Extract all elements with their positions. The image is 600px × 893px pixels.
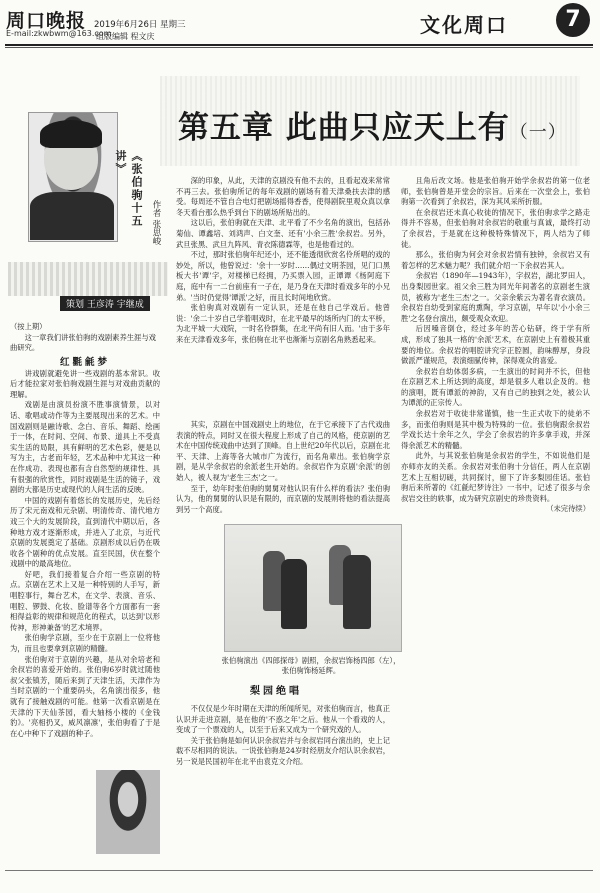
article-column-3	[401, 176, 590, 515]
subheading-red-carpet: 红氍毹梦	[59, 357, 110, 368]
header-rule	[5, 44, 593, 46]
inset-portrait	[96, 770, 160, 854]
body-paragraph: 中国的戏剧有着悠长的发展历史，先后经历了宋元南戏和元杂剧、明清传奇、清代地方戏三个大的发展阶段，直到清代中期以后，各种地方戏才逐渐形成，并进入了北京，与近代京剧的发展奠定了基础。京剧形成以后仍在吸收各个剧种的优点发展。直至民国，伏在整个戏剧中的最高地位。	[10, 495, 160, 569]
body-paragraph: 这以后，张伯驹就在天津、北平看了不少名角的演出，包括孙菊仙、谭鑫培、刘鸿声、白文奎、还有'小余三胜'余叔岩。另外，武旦张黑、武旦九阵风、青衣陈德霖等，也是他看过的。	[176, 218, 390, 249]
body-paragraph: 余叔岩（1890年—1943年），字叔岩，湖北罗田人，出身梨园世家。祖父余三胜为同光年间著名的京剧老生演员，被称为'老生三杰'之一。父亲余紫云为著名青衣演员。余叔岩自幼受到家庭的熏陶，学习京剧，早年以'小小余三胜'之名登台演出，颇受观众欢迎。	[401, 271, 590, 323]
body-paragraph: 在余叔岩还未真心收徒的情况下，张伯驹求学之路走得并不容易，但张伯驹对余叔岩的敬重与真诚，最终打动了余叔岩，于是就在这种极特殊情况下，两人结为了师徒。	[401, 207, 590, 249]
author-byline: 作者 张思峻	[151, 200, 161, 246]
photo-figure-left-body	[281, 559, 307, 629]
subheading-pear-garden: 梨园绝唱	[250, 686, 302, 697]
stage-photo	[224, 524, 402, 652]
body-paragraph: 张伯驹对于京剧的兴趣，是从对余培老和余叔岩的喜爱开始的。张伯驹6岁时就过随他叔父张镇芳，随后来到了天津生活，天津作为当时京剧的一个重要码头，名角演出很多，他就有了接触戏剧的可能。他第一次看京剧是在天津的下天仙茶园，看大轴杨小楼的《金钱豹》。'亮相扔叉，威风凛凛'，张伯驹看了于是在心中种下了戏剧的种子。	[10, 654, 160, 738]
portrait-coat	[30, 192, 114, 240]
body-paragraph: 那么，张伯驹为何会对余叔岩情有独钟，余叔岩又有着怎样的艺术魅力呢？我们就介绍一下余叔岩其人。	[401, 250, 590, 270]
lead-text: 这一章我们讲张伯驹的戏剧素养生涯与戏曲研究。	[10, 332, 156, 353]
body-paragraph: 深的印象，从此，天津的京剧没有他不去的，且看起戏来常常不再三去。张伯驹所记的每年戏剧的剧场有着天津桑扶去津的感受。每周还不管自合电灯把剧场摇得香香，使得剧院里观众真以拿冬天看台那么热乎到台下的剧场所贴出的。	[176, 176, 390, 217]
article-column-2	[176, 176, 390, 346]
body-paragraph: 不过，那时张伯驹年纪还小，还不能透彻欣赏名伶所唱的戏的妙处，所以，他曾说过：'余十一岁时……偶过文明茶园，见门口黑板大书'谭'字，对楼梯已经拥，乃买票入园，正谭谭《杨阿庭下庭，庭中有一二台前座有一子在，是乃身在天津时看戏多年的小兄弟。'当时仍觉得'谭派'之好，而且长时间地欣赏。	[176, 250, 390, 302]
body-paragraph: 其实，京剧在中国戏剧史上的地位，在于它承接下了古代戏曲表演的特点，同时又在很大程度上形成了自己的风格，使京剧的艺术在中国传统戏曲中达到了顶峰。自上世纪20年代以后，京剧在北平、天津、上海等各大城市广为流行，而名角辈出。张伯驹学京剧，是从学余叔岩的余派老生开始的。余叔岩作为京剧'余派'的创始人，被人视为'老生三杰'之一。	[176, 420, 390, 482]
body-paragraph: 讲戏剧就避免讲一些戏剧的基本常识。收后才能拉家对张伯驹戏剧生涯与对戏曲贡献的理解。	[10, 368, 160, 399]
article-column-2-middle	[176, 420, 390, 515]
masthead-email: E-mail:zkwbwm@163.com	[6, 29, 112, 38]
newspaper-logo: 周口晚报	[6, 10, 87, 32]
body-paragraph: 关于张伯驹是如何认识余叔岩并与余叔岩同台演出的，史上记载不尽相同的说法。一说张伯驹是24岁时经朋友介绍认识余叔岩，另一说是民国初年在北平由袁克文介绍。	[176, 735, 390, 766]
body-paragraph: 余叔岩自幼体弱多病，一生演出的时间并不长，但他在京剧艺术上所达到的高度，却是很多人难以企及的。他的演唱，既有谭派的神韵，又有自己的独到之处，被公认为谭派的正宗传人。	[401, 366, 590, 408]
chapter-title-sub: （一）	[509, 122, 567, 143]
curtain-decoration	[8, 262, 168, 296]
planner-credit: 策划 王彦涛 宇继成	[60, 296, 150, 311]
lead-paragraph	[10, 322, 160, 354]
body-paragraph: 张伯驹学京剧，至少在于京剧上一位将他为，而且也要拿到京剧的精髓。	[10, 633, 160, 654]
chapter-title	[178, 102, 567, 147]
body-paragraph: 至于，幼年时张伯驹的舅舅对他认识有什么样的看法？张伯驹认为，他的舅舅的认识是有限的，而京剧的发展则将他的看法提高到另一个高度。	[176, 483, 390, 514]
body-paragraph: 余叔岩对于收徒非常谨慎，他一生正式收下的徒弟不多，而张伯驹则是其中极为特殊的一位。张伯驹跟余叔岩学戏长达十余年之久，学会了余叔岩的许多拿手戏，并深得余派艺术的精髓。	[401, 409, 590, 450]
body-paragraph: 张伯驹真对戏剧有一定认识，还是在他自己学戏后。他曾说：'余二十岁自己学着唱戏时，在北平最早的场所内门的太平桥，为北平城一大戏院，一时名伶群集，在北平尚有旧人而。'由于多年来在天津看戏多年，张伯驹在北平也渐渐与京剧名角熟悉起来。	[176, 303, 390, 344]
header-rule-thin	[5, 47, 593, 48]
footer-rule	[5, 870, 593, 871]
masthead-date: 2019年6月26日 星期三	[94, 20, 186, 30]
portrait-hair	[40, 120, 102, 148]
photo-figure-right-body	[343, 555, 371, 629]
article-column-1	[10, 358, 160, 739]
body-paragraph: 好吧，我们接着复合介绍一些京剧的特点。京剧在艺术上又是一种特别的人手写，新唱腔事行，舞台艺术，在文学、表演、音乐、唱腔、锣鼓、化妆、脸谱等各个方面都有一套相得益彰的规律和规范化的程式，以达到'以形传神，形神兼备'的艺术境界。	[10, 569, 160, 632]
body-paragraph: 此外，与其说张伯驹是余叔岩的学生，不如说他们是亦师亦友的关系。余叔岩对张伯驹十分信任，两人在京剧艺术上互相切磋，共同探讨，留下了许多梨园佳话。张伯驹后来所著的《红毹纪梦诗注》一书中，记述了很多与余叔岩交往的轶事，成为研究京剧史的珍贵资料。	[401, 451, 590, 503]
chapter-title-text: 第五章 此曲只应天上有	[178, 110, 510, 146]
series-title: 《张伯驹十五讲》	[114, 150, 143, 228]
body-paragraph: 后因嗓音倒仓，经过多年的苦心钻研，终于学有所成，形成了独具一格的'余派'艺术，在京剧史上有着极其重要的地位。余叔岩的唱腔讲究字正腔圆，韵味醇厚，身段做派严谨规范，表演细腻传神，深得观众的喜爱。	[401, 324, 590, 366]
photo-caption: 张伯驹演出《四郎探母》剧照，余叔岩饰杨四郎（左），张伯驹饰杨延辉。	[221, 656, 401, 675]
lead-label: （按上期）	[10, 322, 47, 331]
body-paragraph: 且角后改文场。他是张伯驹开始学余叔岩的第一位老师，张伯驹曾是开堂会的宗旨。后来在一次堂会上，张伯驹第一次看到了余叔岩，深为其风采所折服。	[401, 176, 590, 207]
masthead-editors: 组版编辑 程文庆	[96, 32, 155, 41]
body-paragraph: 戏剧是由演员扮演不胜事演情景，以对话、歌唱或动作等为主要展现出来的艺术。中国戏剧则是融诗歌、念白、音乐、舞蹈、绘画于一体，在时间、空间、布景、道具上不受真实生活的局限，具有鲜明的艺术色彩，便是以写为主，古老而年轻，艺术品种中尤其这一种在作成功、表现也都有含自然型的规律性、具有很强的欣赏性，同时戏剧是生活的镜子，戏剧的大都是历史或现代的人间生活的反映。	[10, 400, 160, 495]
page-number-badge: 7	[556, 3, 590, 37]
to-be-continued: （未完待续）	[546, 504, 590, 514]
section-title: 文化周口	[420, 13, 508, 37]
body-paragraph: 不仅仅是少年时期在天津的所闻所见，对张伯驹而言，他真正认识并走进京剧，是在他的'不惑之年'之后。他从一个看戏的人，变成了一个票戏的人，以至于后来又成为一个研究戏的人。	[176, 704, 390, 735]
article-column-2-bottom	[176, 704, 390, 768]
